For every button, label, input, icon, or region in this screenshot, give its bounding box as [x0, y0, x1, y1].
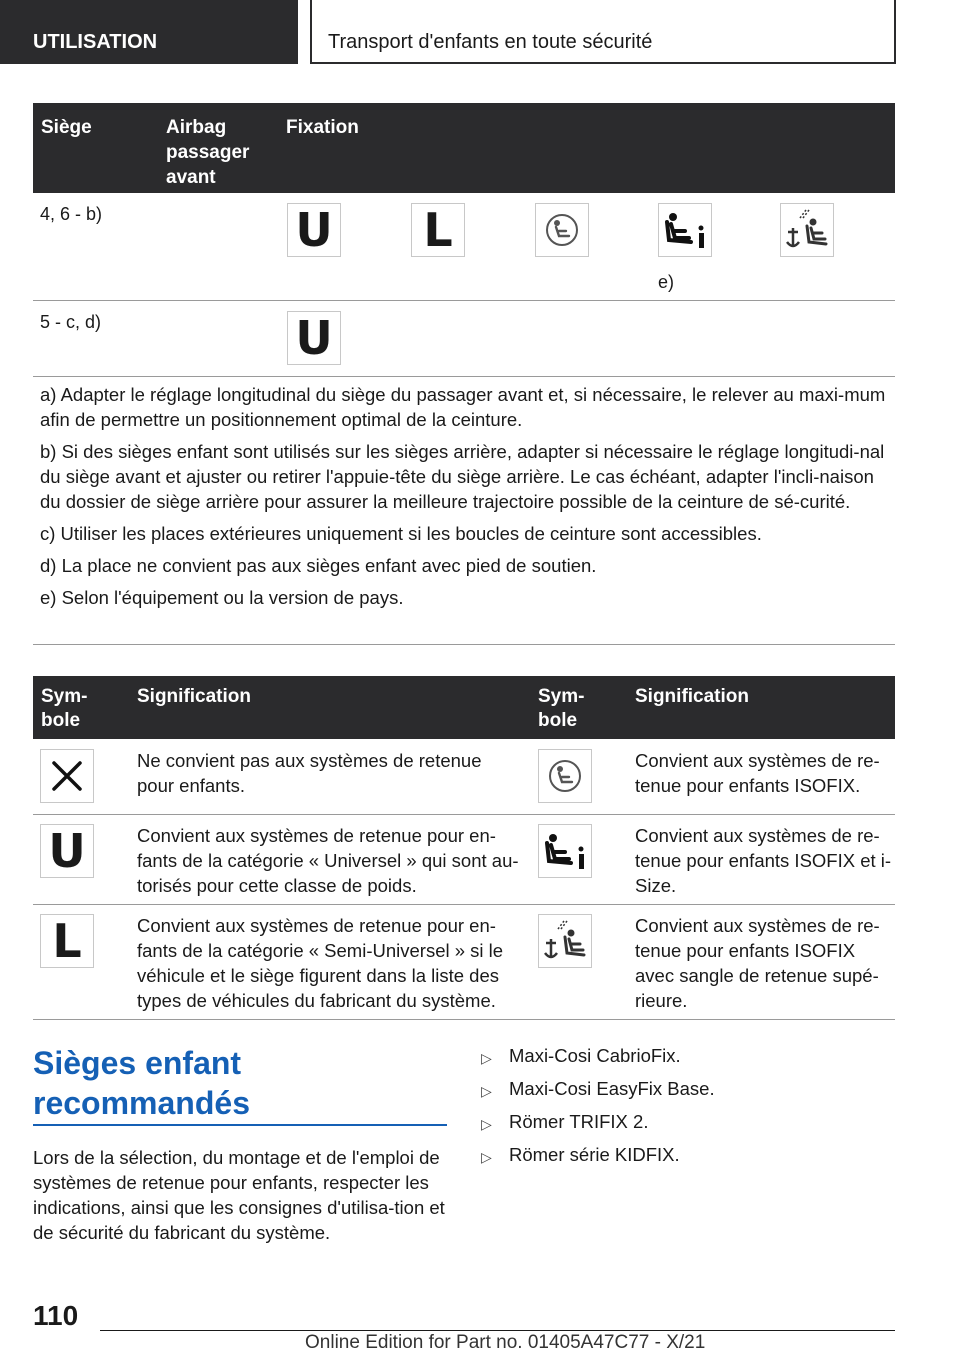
tether-icon [538, 914, 592, 968]
col-airbag: Airbag passager avant [166, 117, 250, 188]
table2-header [33, 676, 895, 739]
list-item-label: Maxi-Cosi EasyFix Base. [509, 1078, 715, 1099]
section-paragraph: Lors de la sélection, du montage et de l'emploi de systèmes de retenue pour enfants, respecter les indications, ainsi que les consignes d'utilisa-tion et de sécurité du fabricant du système. [33, 1147, 445, 1243]
letter-u-icon: U [287, 203, 341, 257]
footer-rule [100, 1330, 895, 1331]
isize-icon [538, 824, 592, 878]
note-c: c) Utiliser les places extérieures uniquement si les boucles de ceinture sont accessibles. [40, 523, 762, 544]
chapter-label: Transport d'enfants en toute sécurité [328, 31, 653, 53]
col-meaning-right: Signification [635, 686, 749, 707]
section-title-line1: Sièges enfant [33, 1045, 242, 1081]
recommended-seats-list [481, 1043, 715, 1175]
section-title [33, 1043, 250, 1123]
cross-icon [40, 749, 94, 803]
note-a: a) Adapter le réglage longitudinal du siège du passager avant et, si nécessaire, le relever au maxi-mum afin de permettre un positionnement optimal de la ceinture. [40, 384, 886, 430]
chapter-tab [310, 0, 896, 64]
meaning-isize: Convient aux systèmes de re-tenue pour enfants ISOFIX et i-Size. [635, 825, 892, 896]
section-title-line2: recommandés [33, 1085, 250, 1121]
notes-divider [33, 644, 895, 645]
note-b: b) Si des sièges enfant sont utilisés sur les sièges arrière, adapter si nécessaire le réglage longitudi-nal du siège avant et ajuster ou retirer l'appuie-tête du siège arrière. Le cas échéant, adapter l'incli-naison du dossier de siège arrière pour assurer la meilleure trajectoire possible de la ceinture de sé-curité. [40, 441, 885, 512]
list-item [481, 1142, 715, 1175]
triangle-bullet-icon: ▷ [481, 1050, 492, 1066]
isofix-icon [538, 749, 592, 803]
row-divider [33, 904, 895, 905]
table1-header [33, 103, 895, 193]
triangle-bullet-icon: ▷ [481, 1083, 492, 1099]
isofix-icon [535, 203, 589, 257]
note-d: d) La place ne convient pas aux sièges enfant avec pied de soutien. [40, 555, 597, 576]
col-symbol-left: Sym-bole [41, 686, 88, 731]
section-label: UTILISATION [33, 31, 158, 53]
section-tab [0, 0, 298, 64]
col-meaning-left: Signification [137, 686, 251, 707]
meaning-not-suitable: Ne convient pas aux systèmes de retenue pour enfants. [137, 750, 482, 796]
meaning-top-tether: Convient aux systèmes de re-tenue pour enfants ISOFIX avec sangle de retenue supé-rieure. [635, 915, 880, 1011]
isize-icon [658, 203, 712, 257]
col-fixation: Fixation [286, 117, 359, 138]
list-item-label: Römer TRIFIX 2. [509, 1111, 649, 1132]
list-item [481, 1043, 715, 1076]
col-symbol-right: Sym-bole [538, 686, 585, 731]
table2-bottom [33, 1019, 895, 1020]
letter-l-icon: L [40, 914, 94, 968]
letter-l-icon: L [411, 203, 465, 257]
meaning-semi-universal: Convient aux systèmes de retenue pour en-fants de la catégorie « Semi-Universel » si le véhicule et le siège figurent dans la liste des types de véhicules du fabricant du système. [137, 915, 504, 1011]
list-item [481, 1109, 715, 1142]
triangle-bullet-icon: ▷ [481, 1149, 492, 1165]
row1-seat: 4, 6 - b) [40, 204, 103, 224]
list-item-label: Maxi-Cosi CabrioFix. [509, 1045, 681, 1066]
tether-icon [780, 203, 834, 257]
footer-text: Online Edition for Part no. 01405A47C77 - X/21 [305, 1332, 706, 1353]
list-item [481, 1076, 715, 1109]
row1-footnote: e) [658, 272, 675, 292]
col-seat: Siège [41, 117, 92, 138]
letter-u-icon: U [287, 311, 341, 365]
page-number: 110 [33, 1300, 79, 1331]
meaning-isofix: Convient aux systèmes de re-tenue pour enfants ISOFIX. [635, 750, 880, 796]
section-rule [33, 1124, 447, 1126]
list-item-label: Römer série KIDFIX. [509, 1144, 680, 1165]
triangle-bullet-icon: ▷ [481, 1116, 492, 1132]
meaning-universal: Convient aux systèmes de retenue pour en-fants de la catégorie « Universel » qui sont au-torisés pour cette classe de poids. [137, 825, 519, 896]
row2-seat: 5 - c, d) [40, 312, 102, 332]
letter-u-icon: U [40, 824, 94, 878]
table1-notes [40, 382, 890, 617]
row-divider [33, 814, 895, 815]
note-e: e) Selon l'équipement ou la version de pays. [40, 587, 404, 608]
row-divider [33, 376, 895, 377]
row-divider [33, 300, 895, 301]
